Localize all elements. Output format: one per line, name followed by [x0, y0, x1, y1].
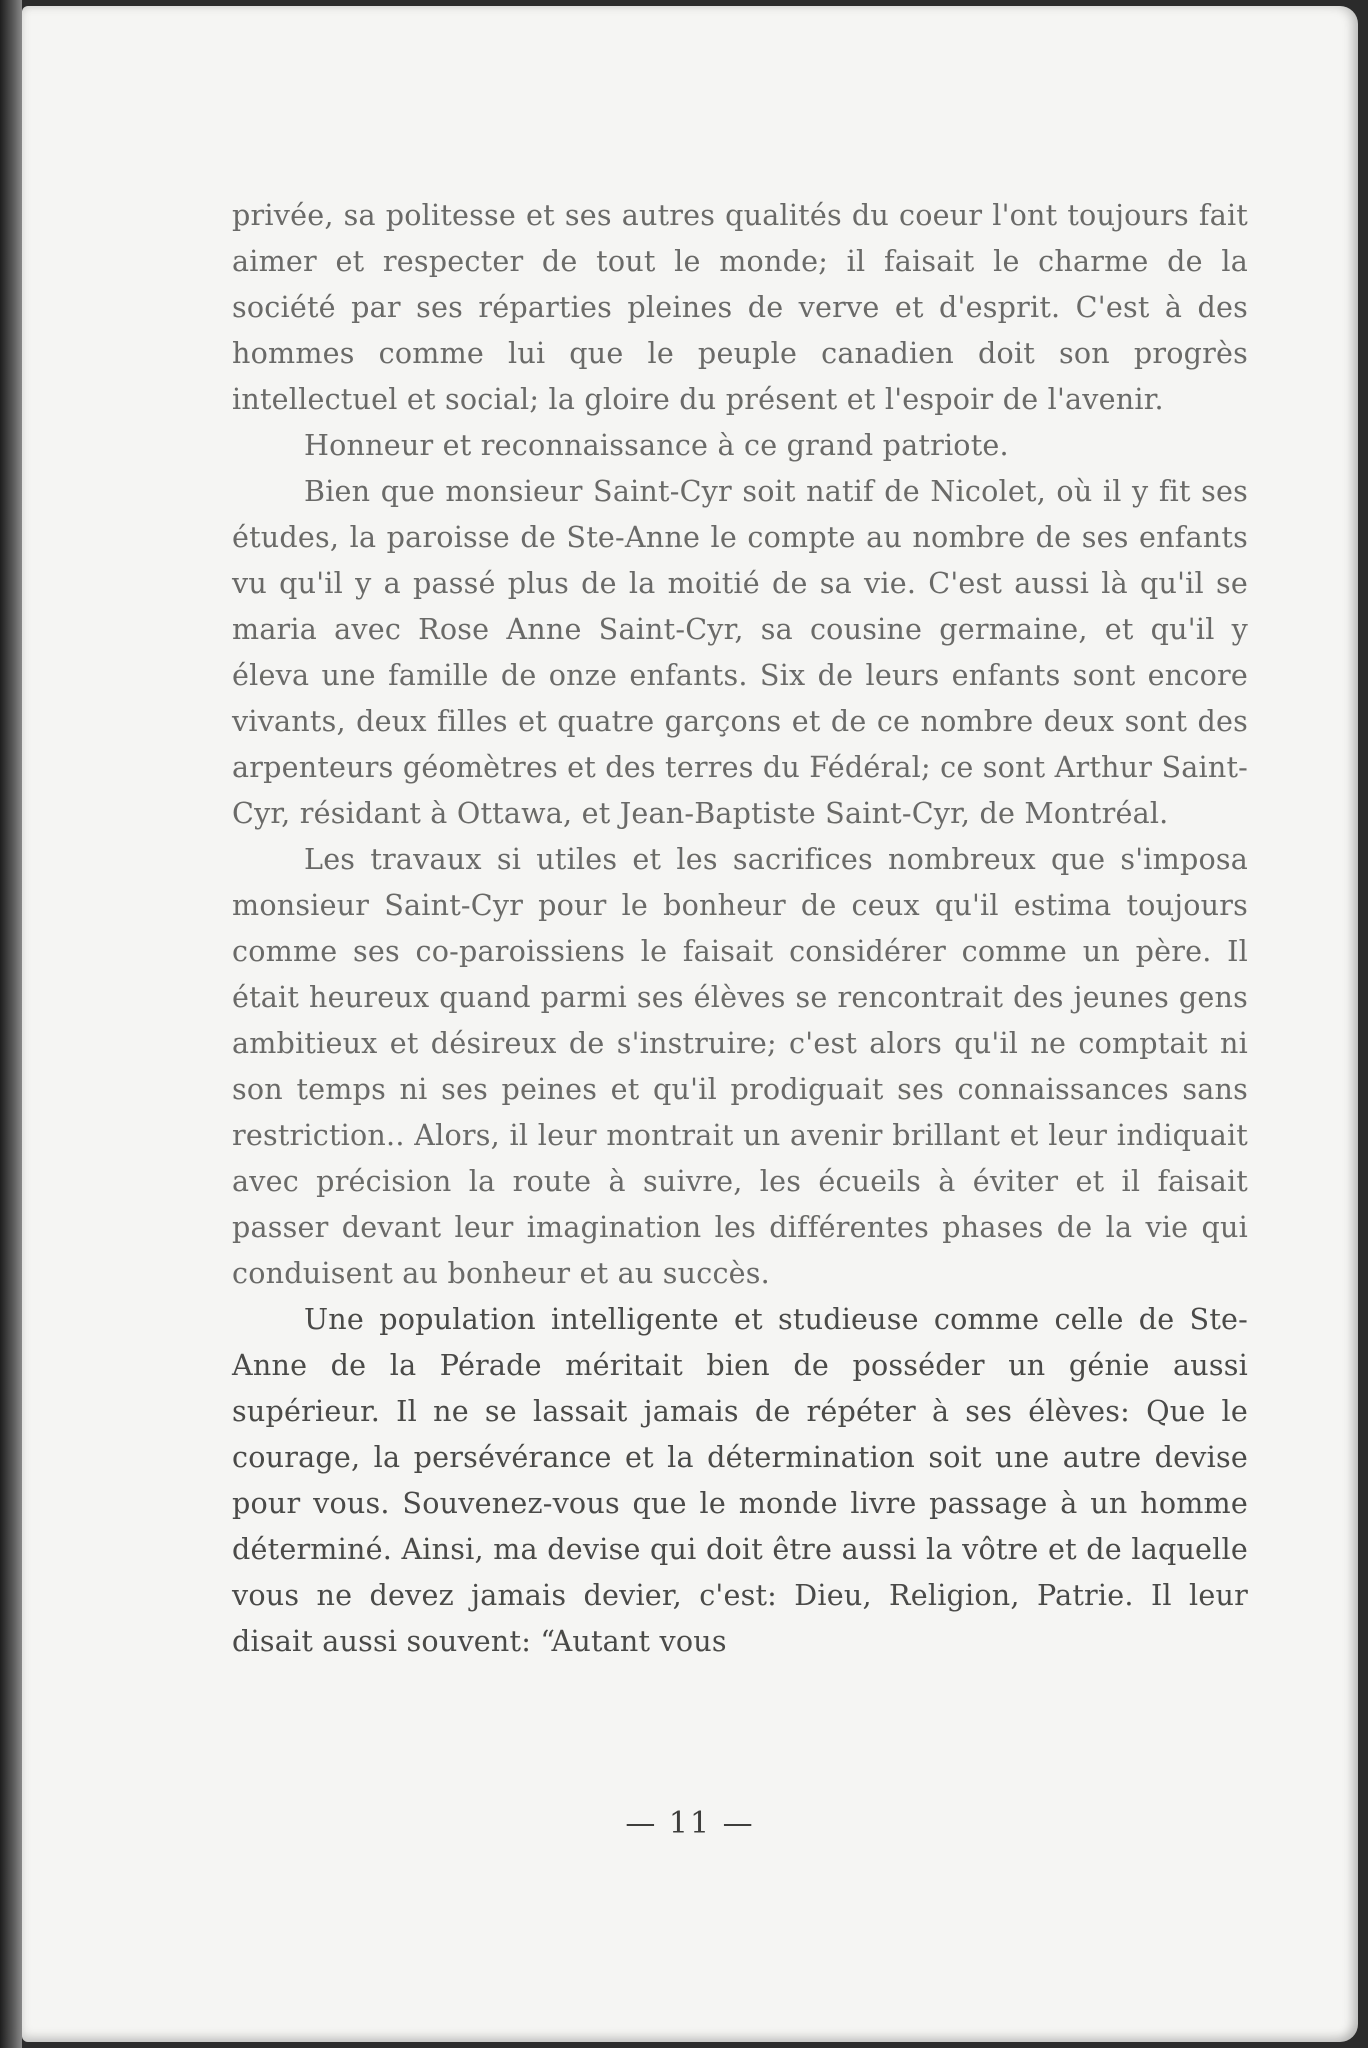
paragraph-5: Une population intelligente et studieuse comme celle de Ste-Anne de la Pérade méritait bien de posséder un génie aussi supérieur. Il ne se lassait jamais de répéter à ses élèves: Que le courage, la persévérance et la détermination soit une autre devise pour vous. Souvenez-vous que le monde livre passage à un homme déterminé. Ainsi, ma devise qui doit être aussi la vôtre et de laquelle vous ne devez jamais devier, c'est: Dieu, Religion, Patrie. Il leur disait aussi souvent: “Autant vous: [232, 1302, 1248, 1658]
book-page: [22, 6, 1358, 2042]
page-number: — 11 —: [625, 1806, 755, 1841]
paragraph-3: Bien que monsieur Saint-Cyr soit natif de Nicolet, où il y fit ses études, la paroisse de Ste-Anne le compte au nombre de ses enfants vu qu'il y a passé plus de la moitié de sa vie. C'est aussi là qu'il se maria avec Rose Anne Saint-Cyr, sa cousine germaine, et qu'il y éleva une famille de onze enfants. Six de leurs enfants sont encore vivants, deux filles et quatre garçons et de ce nombre deux sont des arpenteurs géomètres et des terres du Fédéral; ce sont Arthur Saint-Cyr, résidant à Ottawa, et Jean-Baptiste Saint-Cyr, de Montréal.: [232, 474, 1248, 830]
paragraph-2: Honneur et reconnaissance à ce grand patriote.: [304, 428, 1009, 462]
paragraph-1: privée, sa politesse et ses autres qualités du coeur l'ont toujours fait aimer et respecter de tout le monde; il faisait le charme de la société par ses réparties pleines de verve et d'esprit. C'est à des hommes comme lui que le peuple canadien doit son progrès intellectuel et social; la gloire du présent et l'espoir de l'avenir.: [232, 198, 1248, 416]
body-text: [232, 192, 1248, 1664]
binding-edge: [0, 0, 22, 2048]
paragraph-4: Les travaux si utiles et les sacrifices nombreux que s'imposa monsieur Saint-Cyr pour le bonheur de ceux qu'il estima toujours comme ses co-paroissiens le faisait considérer comme un père. Il était heureux quand parmi ses élèves se rencontrait des jeunes gens ambitieux et désireux de s'instruire; c'est alors qu'il ne comptait ni son temps ni ses peines et qu'il prodiguait ses connaissances sans restriction.. Alors, il leur montrait un avenir brillant et leur indiquait avec précision la route à suivre, les écueils à éviter et il faisait passer devant leur imagination les différentes phases de la vie qui conduisent au bonheur et au succès.: [232, 842, 1248, 1290]
